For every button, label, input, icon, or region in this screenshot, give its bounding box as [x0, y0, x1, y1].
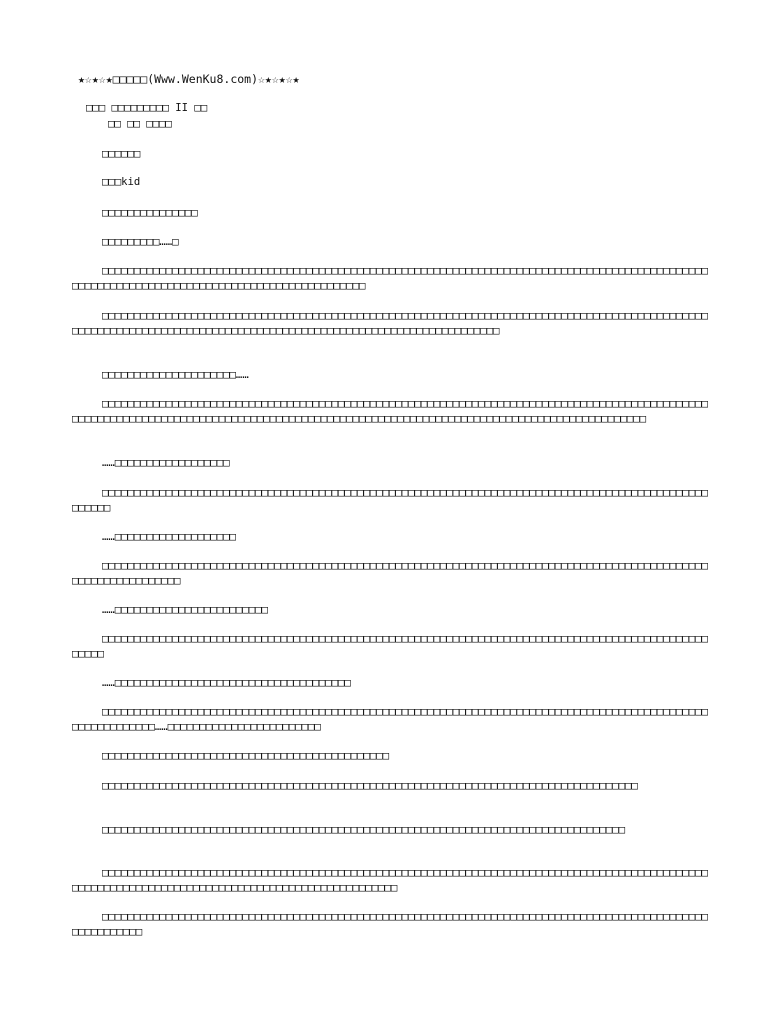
paragraph: □□□kid — [102, 176, 141, 188]
paragraph: □□□□□□ — [102, 148, 141, 160]
title-line-1: □□□ □□□□□□□□□ II □□ — [86, 102, 208, 114]
paragraph: ……□□□□□□□□□□□□□□□□□□□□□□□□□□□□□□□□□□□□□ — [102, 677, 351, 689]
paragraph: □□□□□□□□□□□□□□□□□□□□□□□□□□□□□□□□□□□□□□□□□□□□□□□□□□□□□□□□□□□□□□□□□□□□□□□□□□□□□□□□□□□□ — [102, 780, 638, 792]
source-header: ★☆★☆★□□□□□(Www.WenKu8.com)☆★☆★☆★ — [78, 72, 300, 86]
title-line-2: □□ □□ □□□□ — [108, 118, 172, 130]
paragraph: □□□□□□□□□□□□□□□□□□□□□□□□□□□□□□□□□□□□□□□□□□□□□□□□□□□□□□□□□□□□□□□□□□□□□□□□□□□□□□□□□□□□□□□□□□□□□□□□□□□□□□□□□□□□□□□□□□□□□□□□□□□□□□□□□□□□□□□□□□□□□□□□□□□□□□□□□□□□□□□□□□□□□□□□□□□□□□□□□□□□□□□□□ — [72, 398, 708, 425]
paragraph: □□□□□□□□□□□□□□□□□□□□□□□□□□□□□□□□□□□□□□□□□□□□□□□□□□□□□□□□□□□□□□□□□□□□□□□□□□□□□□□□□□□□□□□□□□□□□□□□□□□□□□□□□□□□□□□□ — [72, 560, 708, 587]
paragraph: □□□□□□□□□……□ — [102, 236, 179, 248]
paragraph: ……□□□□□□□□□□□□□□□□□□□ — [102, 531, 236, 543]
paragraph: □□□□□□□□□□□□□□□□□□□□□□□□□□□□□□□□□□□□□□□□□□□□□□□□□□□□□□□□□□□□□□□□□□□□□□□□□□□□□□□□□□□□□□□□□□□□□□□□□□□□□□□□□□□□□□□□□□□□□□□□□□□□□□□□□□□□□□□□□□□□□□□□□□ — [72, 867, 708, 894]
paragraph: □□□□□□□□□□□□□□□ — [102, 207, 198, 219]
paragraph: □□□□□□□□□□□□□□□□□□□□□□□□□□□□□□□□□□□□□□□□□□□□□□□□□□□□□□□□□□□□□□□□□□□□□□□□□□□□□□□□□□□□□□□□□□□□□□□□□□□□□□□□□□□□……□□□□□□□□□□□□□□□□□□□□□□□□ — [72, 706, 708, 733]
paragraph: ……□□□□□□□□□□□□□□□□□□□□□□□□ — [102, 604, 268, 616]
paragraph: □□□□□□□□□□□□□□□□□□□□□□□□□□□□□□□□□□□□□□□□□□□□□□□□□□□□□□□□□□□□□□□□□□□□□□□□□□□□□□□□□□□□□□□□□□□□□□□□□□□□□□□□□□□□□□□□□□□□□□□□□□□□□□□□□□□□□□□□□□□□□□□□□□□□□□□□□□□□□□□□□□ — [72, 310, 708, 337]
paragraph: □□□□□□□□□□□□□□□□□□□□□□□□□□□□□□□□□□□□□□□□□□□□□□□□□□□□□□□□□□□□□□□□□□□□□□□□□□□□□□□□□□□□□□□□□□□□□□□□□□□□ — [72, 633, 708, 660]
paragraph: ……□□□□□□□□□□□□□□□□□□ — [102, 457, 230, 469]
paragraph: □□□□□□□□□□□□□□□□□□□□□□□□□□□□□□□□□□□□□□□□□□□□□□□□□□□□□□□□□□□□□□□□□□□□□□□□□□□□□□□□□□ — [102, 824, 625, 836]
paragraph: □□□□□□□□□□□□□□□□□□□□□□□□□□□□□□□□□□□□□□□□□□□□□□□□□□□□□□□□□□□□□□□□□□□□□□□□□□□□□□□□□□□□□□□□□□□□□□□□□□□□□ — [72, 487, 708, 514]
paragraph: □□□□□□□□□□□□□□□□□□□□□□□□□□□□□□□□□□□□□□□□□□□□□□□□□□□□□□□□□□□□□□□□□□□□□□□□□□□□□□□□□□□□□□□□□□□□□□□□□□□□□□□□□□ — [72, 911, 708, 938]
paragraph: □□□□□□□□□□□□□□□□□□□□□□□□□□□□□□□□□□□□□□□□□□□□□ — [102, 750, 390, 762]
paragraph: □□□□□□□□□□□□□□□□□□□□□□□□□□□□□□□□□□□□□□□□□□□□□□□□□□□□□□□□□□□□□□□□□□□□□□□□□□□□□□□□□□□□□□□□□□□□□□□□□□□□□□□□□□□□□□□□□□□□□□□□□□□□□□□□□□□□□□□□□□□□□ — [72, 265, 708, 292]
paragraph: □□□□□□□□□□□□□□□□□□□□□…… — [102, 369, 249, 381]
